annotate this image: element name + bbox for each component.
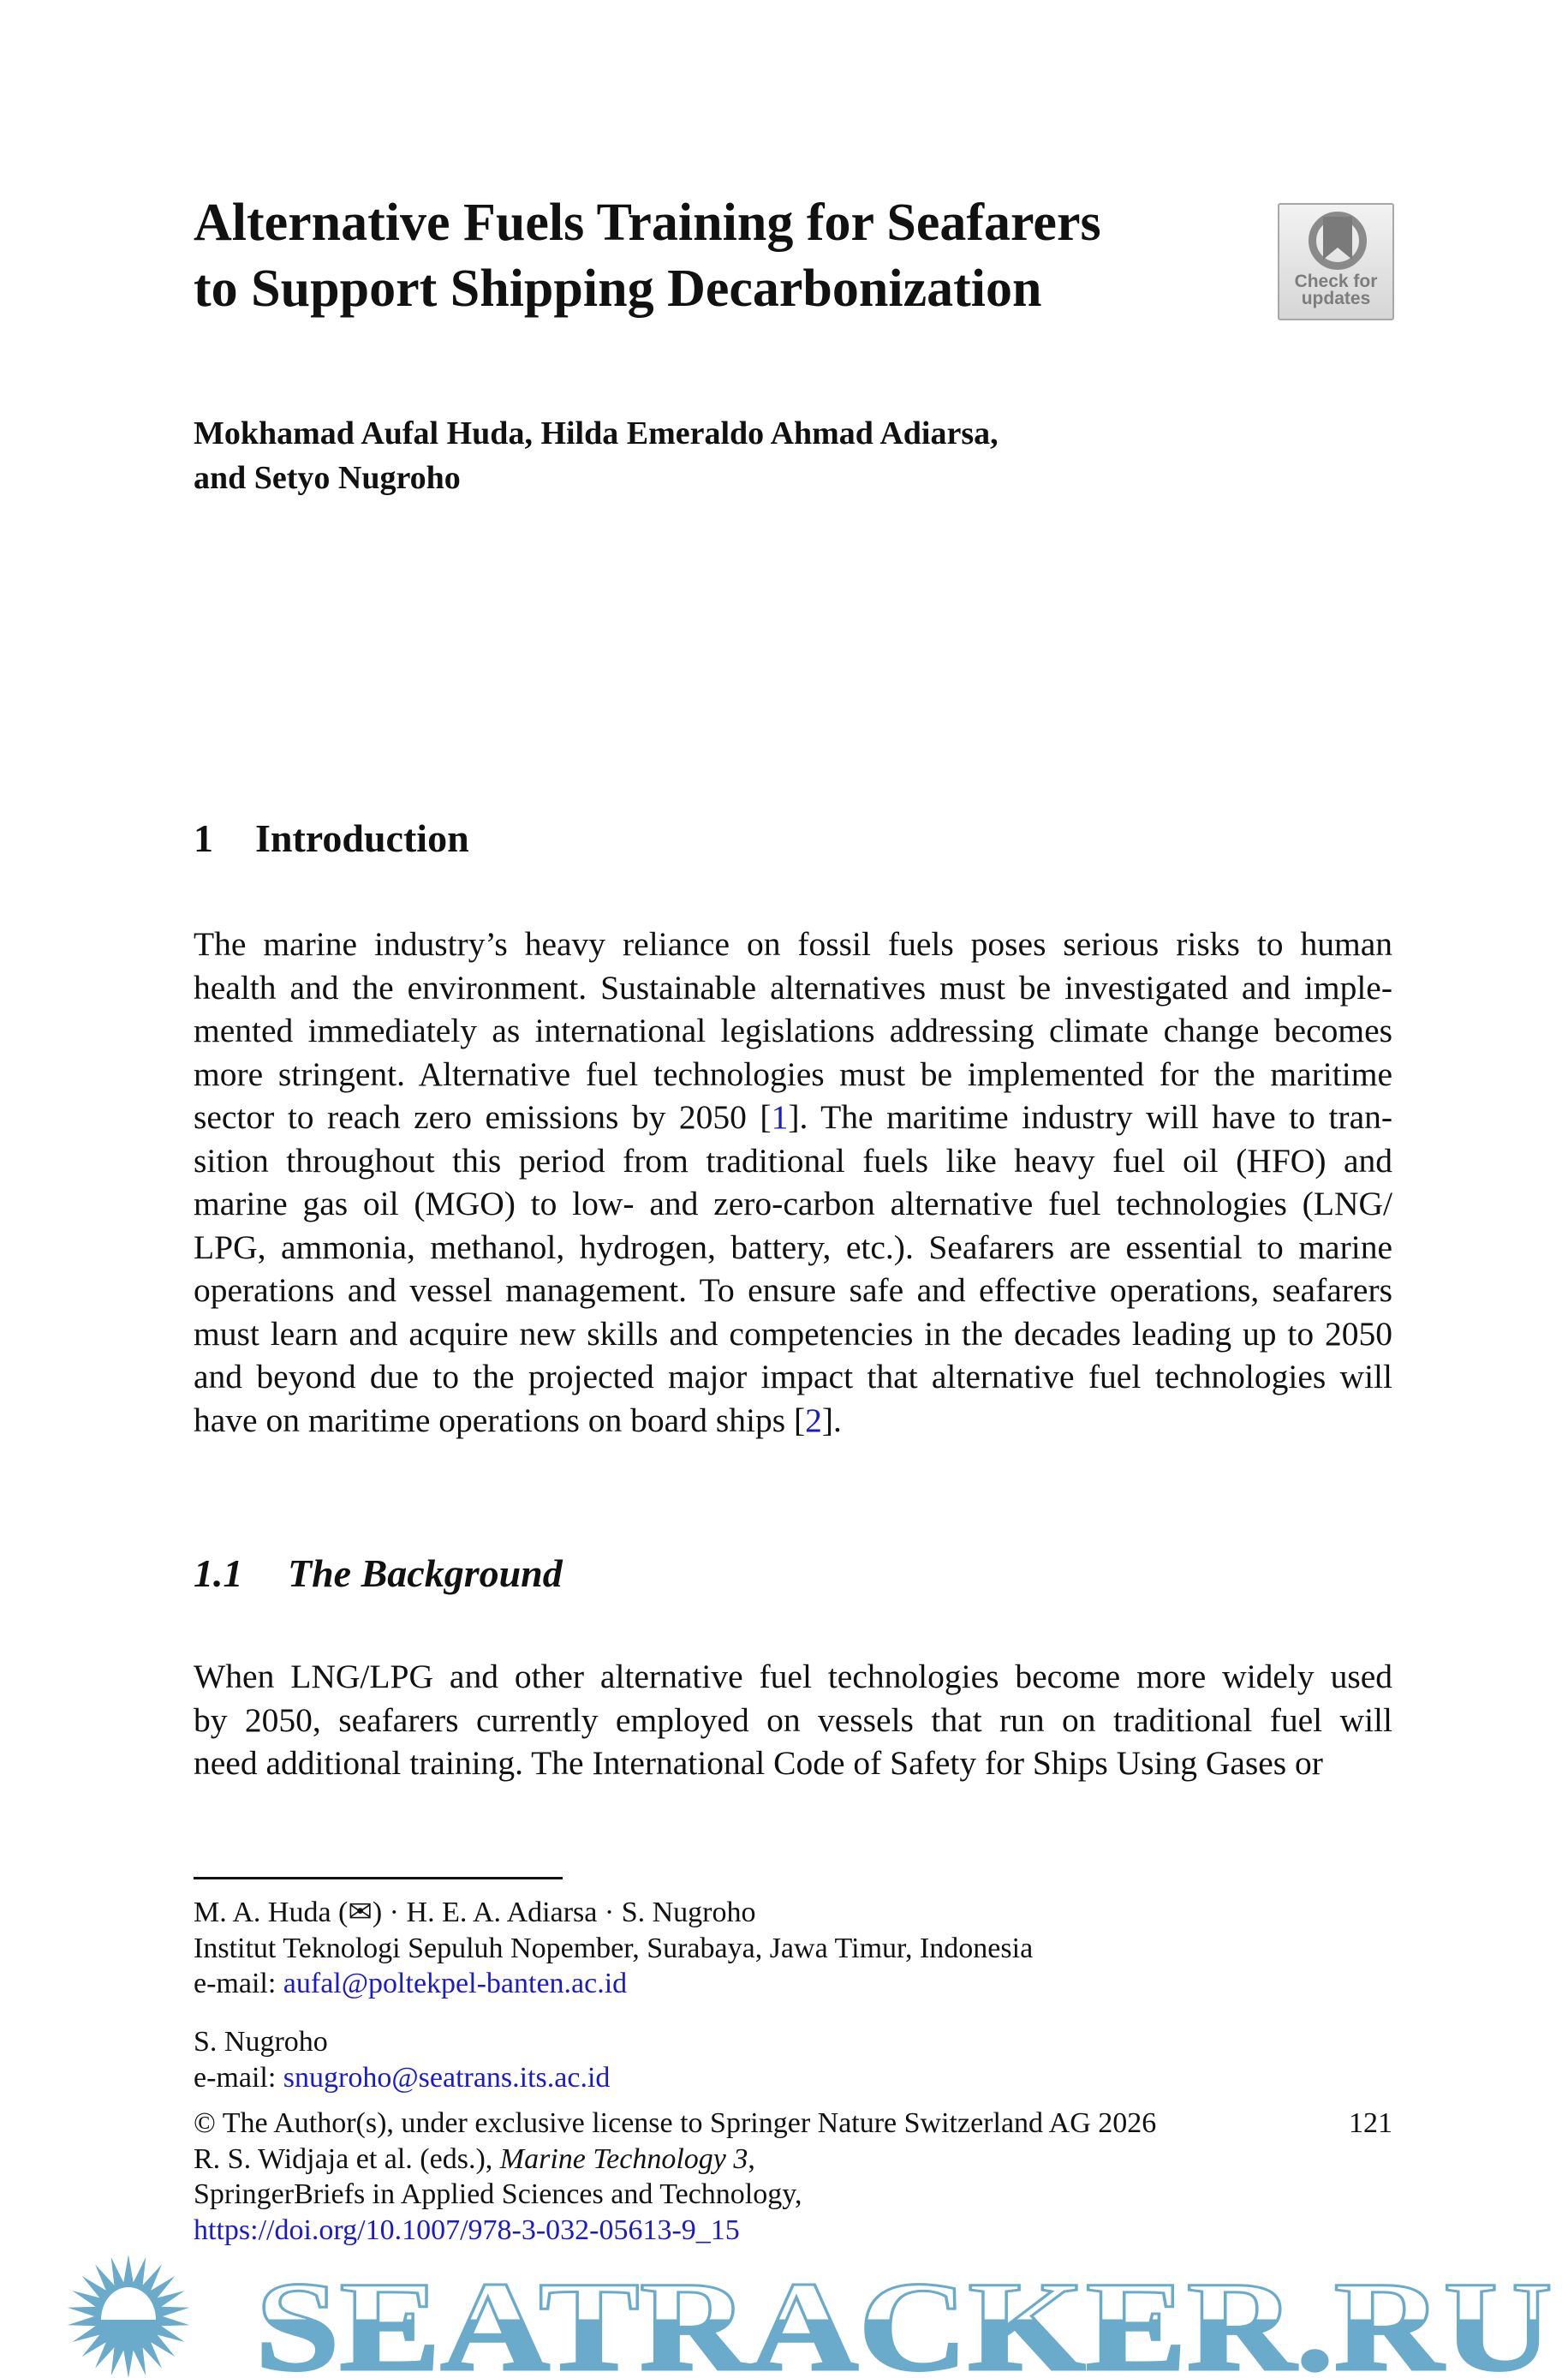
- sun-icon: [68, 2255, 190, 2378]
- copyright-block: © The Author(s), under exclusive license to Springer Nature Switzerland AG 2026 121 R. S. Widjaja et al. (eds.), Marine Technology 3, SpringerBriefs in Applied Sciences and Technology, https://doi.org/10.1007/978-3-032-05613-9_15: [194, 2106, 1392, 2248]
- text-line: The marine industry’s heavy reliance on fossil fuels poses serious risks to human: [194, 925, 1392, 963]
- citation-link[interactable]: 2: [805, 1401, 822, 1439]
- watermark-text: SEATRACKER.RU: [255, 2256, 1553, 2378]
- seatracker-watermark-logo: [0, 2251, 1568, 2378]
- text-line: have on maritime operations on board ships [2].: [194, 1401, 842, 1439]
- check-for-updates-badge[interactable]: Check for updates: [1278, 203, 1394, 320]
- text-line: and beyond due to the projected major impact that alternative fuel technologies will: [194, 1358, 1392, 1395]
- page-number: 121: [1349, 2107, 1392, 2139]
- text-line: by 2050, seafarers currently employed on vessels that run on traditional fuel will: [194, 1700, 1392, 1739]
- text-line: LPG, ammonia, methanol, hydrogen, battery, etc.). Seafarers are essential to marine: [194, 1228, 1392, 1266]
- text-line: health and the environment. Sustainable alternatives must be investigated and imple-: [194, 968, 1392, 1007]
- text-line: mented immediately as international legislations addressing climate change becomes: [194, 1012, 1392, 1049]
- author-footnote: M. A. Huda (✉) · H. E. A. Adiarsa · S. Nugroho Institut Teknologi Sepuluh Nopember, Surabaya, Jawa Timur, Indonesia e-mail: aufal@poltekpel-banten.ac.id: [194, 1897, 1034, 1999]
- background-paragraph: [194, 1655, 1392, 1785]
- author-list: Mokhamad Aufal Huda, Hilda Emeraldo Ahmad Adiarsa, and Setyo Nugroho: [194, 415, 999, 496]
- text-line: operations and vessel management. To ensure safe and effective operations, seafarers: [194, 1271, 1392, 1309]
- subsection-heading-background: 1.1 The Background: [194, 1551, 563, 1595]
- text-line: sition throughout this period from traditional fuels like heavy fuel oil (HFO) and: [194, 1141, 1392, 1180]
- section-heading-introduction: 1 Introduction: [194, 816, 469, 860]
- email-link-nugroho[interactable]: snugroho@seatrans.its.ac.id: [283, 2061, 611, 2094]
- email-link-huda[interactable]: aufal@poltekpel-banten.ac.id: [283, 1968, 628, 1999]
- text-line: more stringent. Alternative fuel technologies must be implemented for the maritime: [194, 1055, 1392, 1093]
- citation-link[interactable]: 1: [771, 1098, 789, 1136]
- doi-link[interactable]: https://doi.org/10.1007/978-3-032-05613-9_15: [194, 2214, 740, 2246]
- paper-title: Alternative Fuels Training for Seafarers to Support Shipping Decarbonization: [194, 194, 1101, 318]
- text-line: must learn and acquire new skills and competencies in the decades leading up to 2050: [194, 1314, 1392, 1353]
- intro-paragraph: [194, 923, 1392, 1442]
- author-footnote-2: S. Nugroho e-mail: snugroho@seatrans.its.ac.id: [194, 2026, 611, 2094]
- footnote-rule: [194, 1877, 563, 1879]
- text-line: sector to reach zero emissions by 2050 [1]. The maritime industry will have to tran-: [194, 1098, 1393, 1136]
- text-line: need additional training. The International Code of Safety for Ships Using Gases or: [194, 1744, 1323, 1782]
- text-line: When LNG/LPG and other alternative fuel technologies become more widely used: [194, 1658, 1392, 1695]
- text-line: marine gas oil (MGO) to low- and zero-carbon alternative fuel technologies (LNG/: [194, 1185, 1392, 1222]
